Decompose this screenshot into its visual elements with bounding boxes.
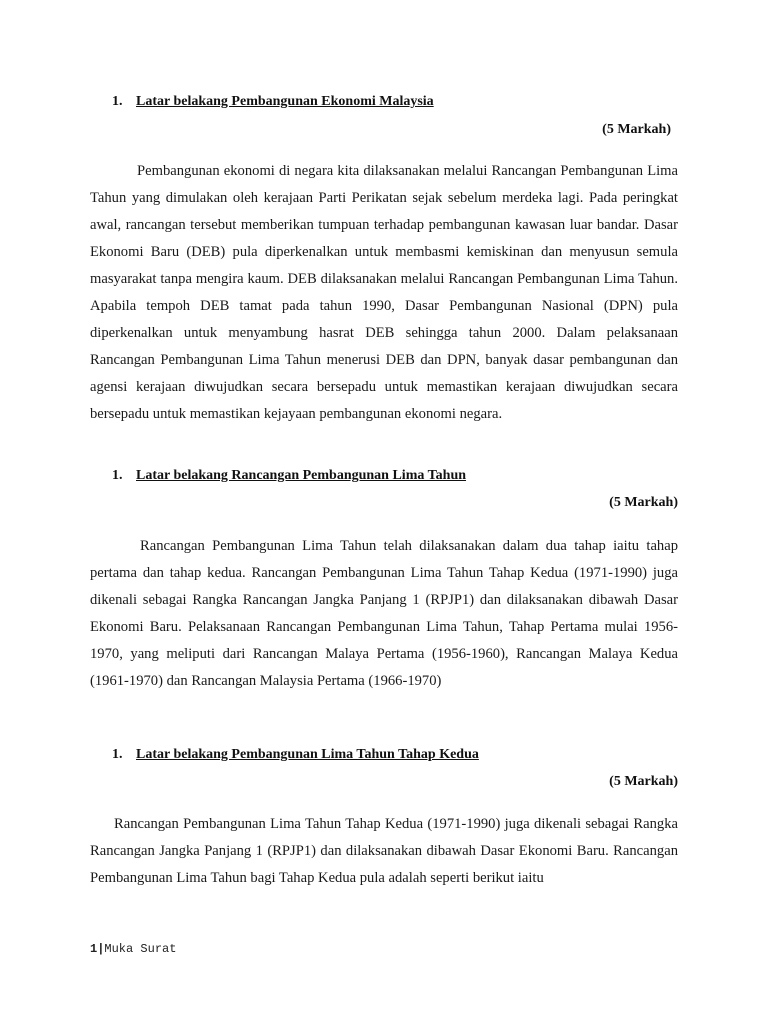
section-2-number: 1. (112, 468, 123, 483)
section-3-number: 1. (112, 747, 123, 762)
section-2-title: Latar belakang Rancangan Pembangunan Lima Tahun (136, 468, 467, 483)
section-1-heading (90, 93, 678, 111)
section-1-title: Latar belakang Pembangunan Ekonomi Malaysia (136, 94, 434, 109)
section-1 (90, 93, 678, 428)
section-2-heading (90, 467, 678, 485)
footer-page-number: 1 (90, 942, 98, 956)
footer-label: Muka Surat (104, 942, 177, 956)
footer-separator: | (97, 942, 105, 956)
section-1-number: 1. (112, 94, 123, 109)
section-2-marks: (5 Markah) (609, 495, 678, 510)
section-2 (90, 467, 678, 695)
section-1-paragraph: Pembangunan ekonomi di negara kita dilaksanakan melalui Rancangan Pembangunan Lima Tahun yang dimulakan oleh kerajaan Parti Perikatan sejak sebelum merdeka lagi. Pada peringkat awal, rancangan tersebut memberikan tumpuan terhadap pembangunan kawasan luar bandar. Dasar Ekonomi Baru (DEB) pula diperkenalkan untuk membasmi kemiskinan dan menyusun semula masyarakat tanpa mengira kaum. DEB dilaksanakan melalui Rancangan Pembangunan Lima Tahun. Apabila tempoh DEB tamat pada tahun 1990, Dasar Pembangunan Nasional (DPN) pula diperkenalkan untuk menyambung hasrat DEB sehingga tahun 2000. Dalam pelaksanaan Rancangan Pembangunan Lima Tahun menerusi DEB dan DPN, banyak dasar pembangunan dan agensi kerajaan diwujudkan secara bersepadu untuk memastikan kerajaan diwujudkan secara bersepadu untuk memastikan kejayaan pembangunan ekonomi negara. (90, 163, 678, 422)
section-2-paragraph: Rancangan Pembangunan Lima Tahun telah dilaksanakan dalam dua tahap iaitu tahap pertama dan tahap kedua. Rancangan Pembangunan Lima Tahun Tahap Kedua (1971-1990) juga dikenali sebagai Rangka Rancangan Jangka Panjang 1 (RPJP1) dan dilaksanakan dibawah Dasar Ekonomi Baru. Pelaksanaan Rancangan Pembangunan Lima Tahun, Tahap Pertama mulai 1956-1970, yang meliputi dari Rancangan Malaya Pertama (1956-1960), Rancangan Malaya Kedua (1961-1970) dan Rancangan Malaysia Pertama (1966-1970) (90, 538, 678, 689)
section-3-title: Latar belakang Pembangunan Lima Tahun Tahap Kedua (136, 747, 479, 762)
section-3-paragraph: Rancangan Pembangunan Lima Tahun Tahap Kedua (1971-1990) juga dikenali sebagai Rangka Rancangan Jangka Panjang 1 (RPJP1) dan dilaksanakan dibawah Dasar Ekonomi Baru. Rancangan Pembangunan Lima Tahun bagi Tahap Kedua pula adalah seperti berikut iaitu (90, 816, 678, 886)
page-footer (90, 942, 176, 956)
section-3-marks: (5 Markah) (609, 774, 678, 789)
section-3 (90, 746, 678, 892)
section-1-marks: (5 Markah) (602, 122, 671, 137)
section-3-heading (90, 746, 678, 764)
